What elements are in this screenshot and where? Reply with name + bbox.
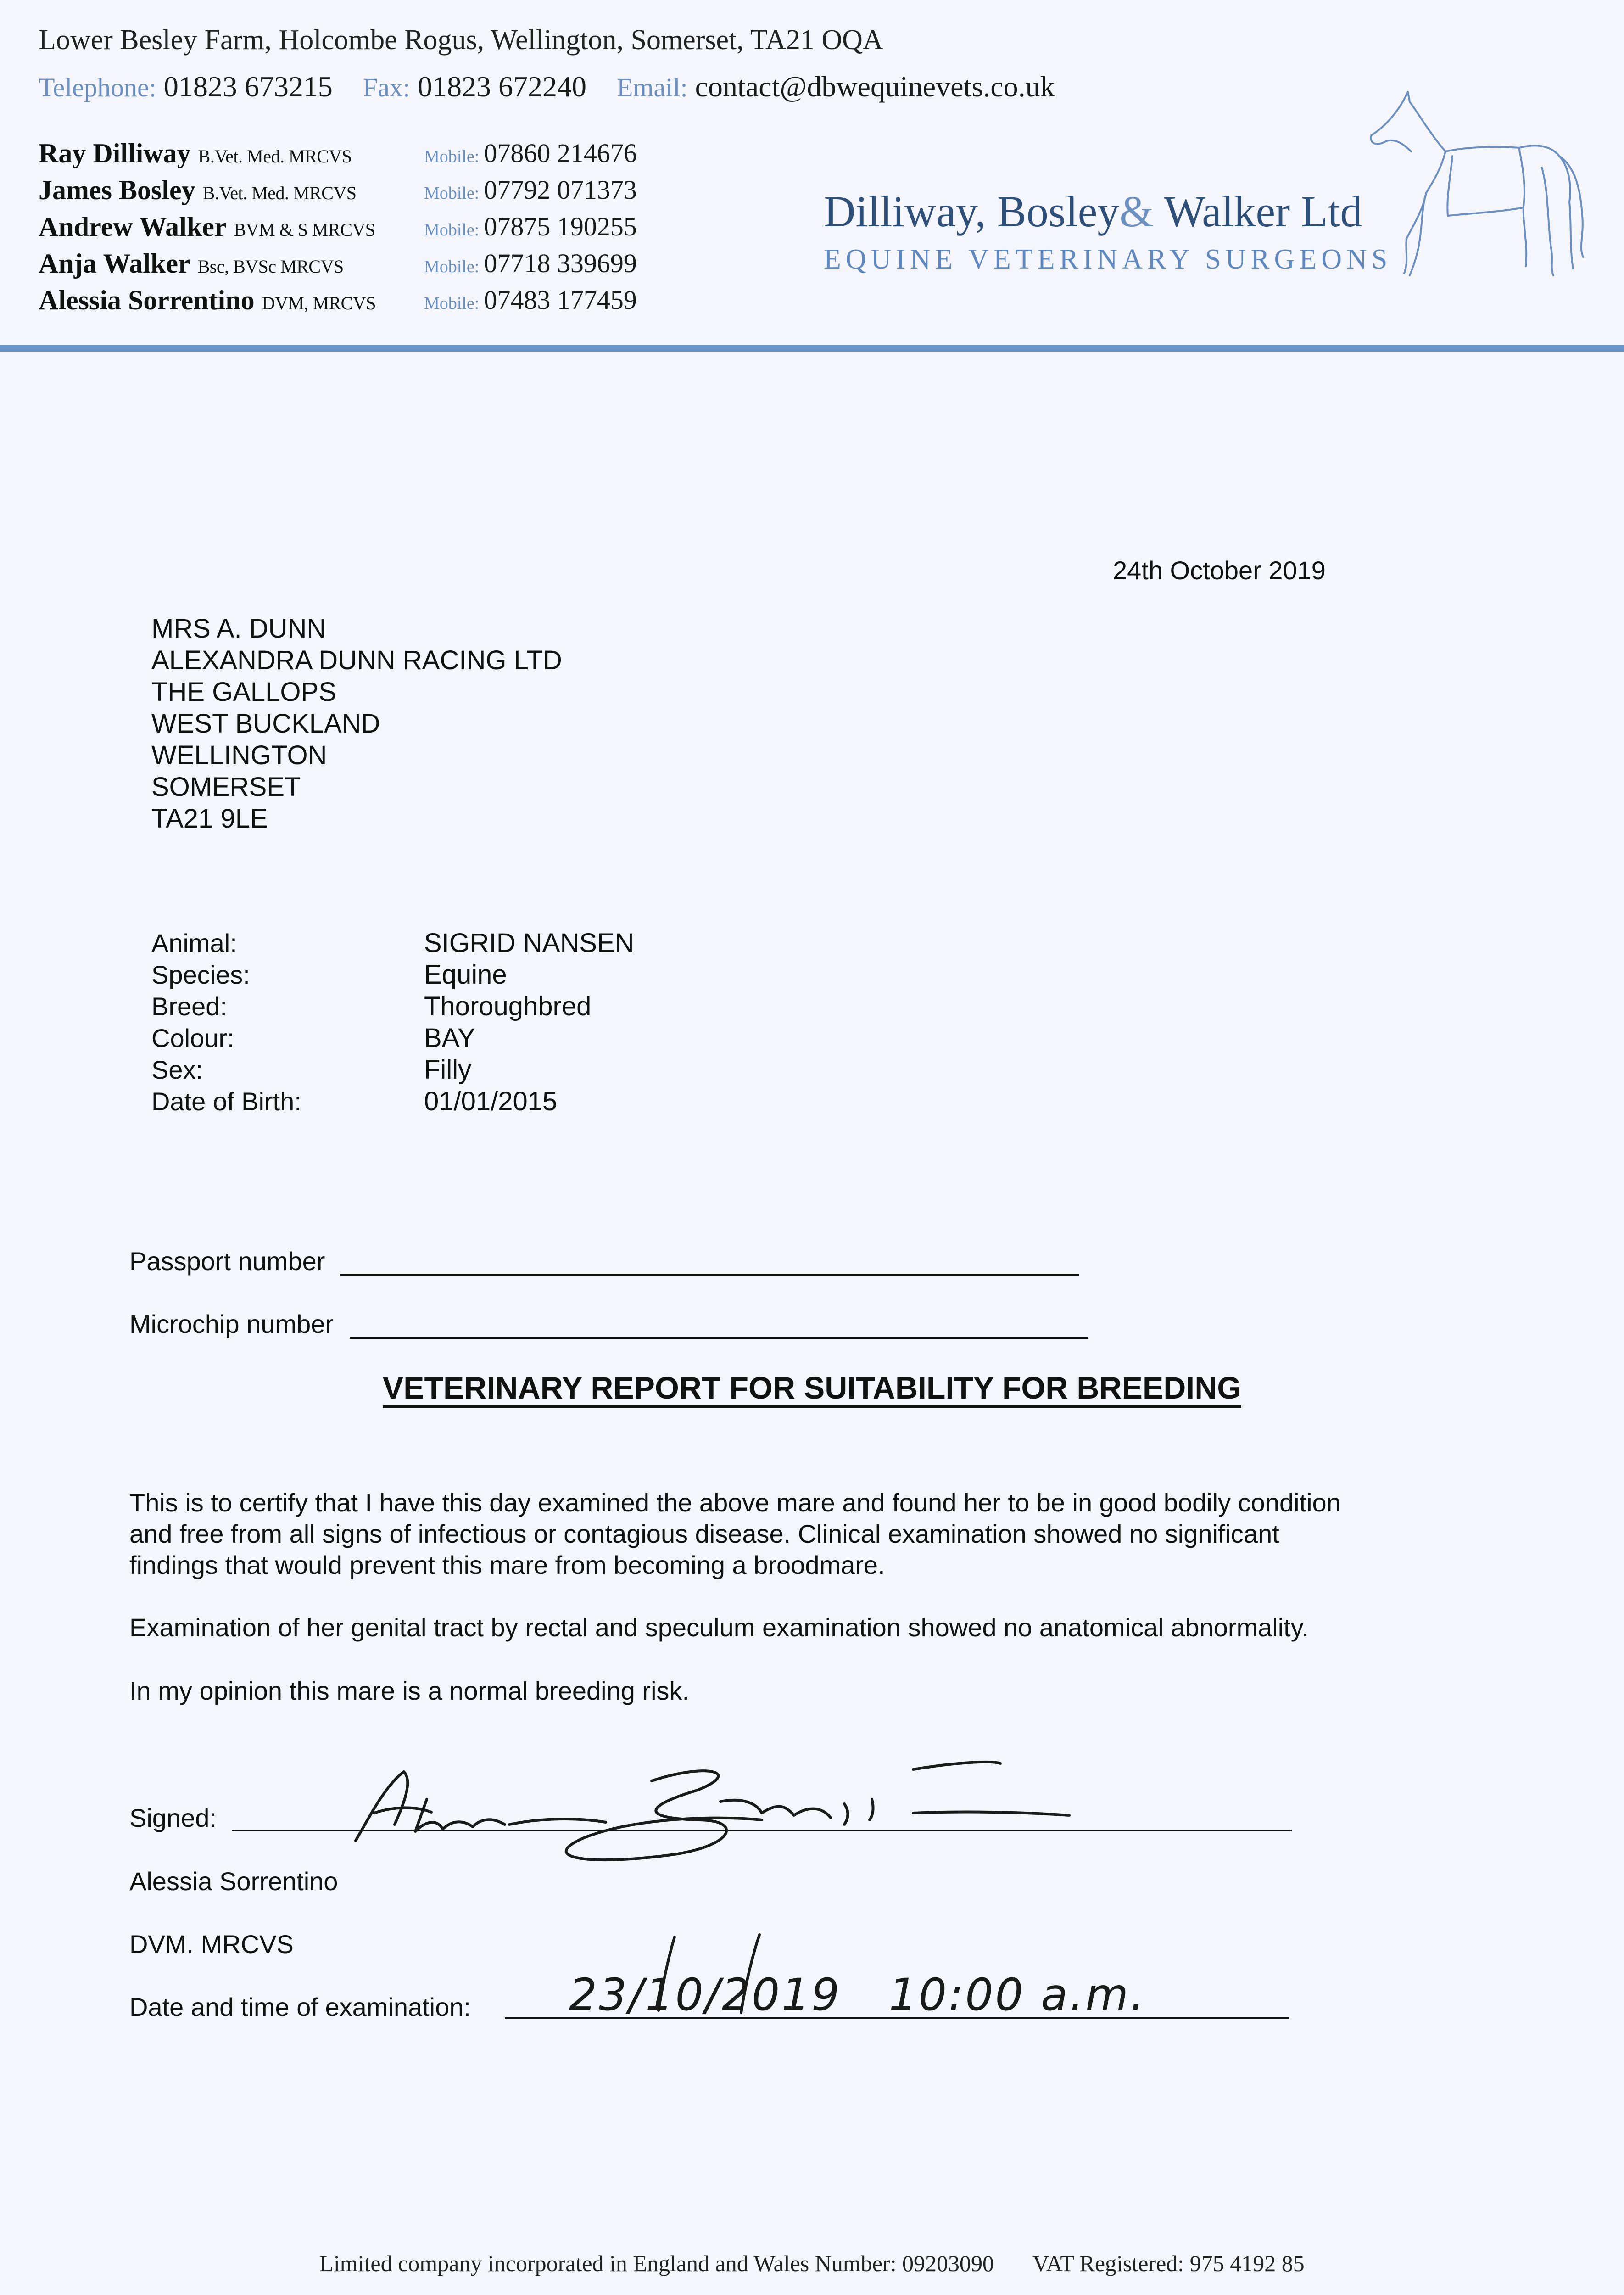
recipient-line: WELLINGTON [151, 740, 327, 770]
recipient-line: TA21 9LE [151, 804, 268, 834]
exam-date-label: Date and time of examination: [129, 1993, 471, 2021]
examination-paragraph: Examination of her genital tract by rectal and speculum examination showed no anatomical abnormality. [129, 1613, 1309, 1642]
company-subtitle: EQUINE VETERINARY SURGEONS [824, 244, 1392, 275]
animal-detail-value: Thoroughbred [424, 991, 592, 1021]
passport-label: Passport number [129, 1247, 325, 1276]
telephone-number: 01823 673215 [163, 70, 333, 103]
signature-line [232, 1830, 1292, 1831]
vet-qualification: Bsc, BVSc MRCVS [197, 256, 344, 277]
animal-detail-value: Equine [424, 960, 507, 990]
email-label: Email: [616, 73, 688, 102]
animal-detail-label: Sex: [151, 1055, 203, 1084]
certification-paragraph: This is to certify that I have this day examined the above mare and found her to be in good bodily condition and free from all signs of infectious or contagious disease. Clinical examination showed no significant findings that would prevent this mare from becoming a broodmare. [129, 1488, 1341, 1579]
vet-name: Andrew Walker BVM & S MRCVS [39, 212, 375, 242]
animal-detail-label: Animal: [151, 929, 237, 957]
vet-qualification: DVM, MRCVS [262, 293, 376, 313]
vet-row [39, 285, 704, 321]
recipient-line: WEST BUCKLAND [151, 709, 380, 739]
microchip-number-field[interactable] [350, 1318, 1088, 1339]
company-registration: Limited company incorporated in England and Wales Number: 09203090 [319, 2250, 994, 2276]
animal-detail-value: 01/01/2015 [424, 1086, 558, 1116]
vet-mobile: Mobile: 07483 177459 [424, 285, 637, 315]
vat-registration: VAT Registered: 975 4192 85 [1032, 2250, 1305, 2276]
animal-detail-value: Filly [424, 1055, 472, 1085]
animal-detail-label: Date of Birth: [151, 1087, 301, 1116]
fax-number: 01823 672240 [417, 70, 586, 103]
vet-row [39, 138, 704, 174]
signatory-name: Alessia Sorrentino [129, 1867, 338, 1896]
contact-line [39, 70, 1078, 104]
signed-label: Signed: [129, 1803, 217, 1832]
animal-detail-row [151, 1022, 840, 1054]
recipient-line: THE GALLOPS [151, 677, 336, 707]
vet-name: James Bosley B.Vet. Med. MRCVS [39, 175, 357, 205]
animal-detail-label: Species: [151, 960, 250, 989]
animal-detail-label: Breed: [151, 992, 227, 1021]
vet-mobile: Mobile: 07718 339699 [424, 248, 637, 278]
animal-detail-value: BAY [424, 1023, 475, 1053]
vet-qualification: BVM & S MRCVS [234, 219, 375, 240]
fax-label: Fax: [363, 73, 410, 102]
vet-name: Ray Dilliway B.Vet. Med. MRCVS [39, 138, 352, 168]
microchip-label: Microchip number [129, 1310, 334, 1338]
email-address: contact@dbwequinevets.co.uk [695, 70, 1055, 103]
vet-qualification: B.Vet. Med. MRCVS [202, 183, 357, 203]
vet-mobile: Mobile: 07875 190255 [424, 212, 637, 241]
animal-detail-label: Colour: [151, 1024, 234, 1052]
vet-qualification: B.Vet. Med. MRCVS [198, 146, 352, 167]
vet-mobile: Mobile: 07860 214676 [424, 138, 637, 168]
recipient-line: SOMERSET [151, 772, 301, 802]
animal-detail-value: SIGRID NANSEN [424, 928, 634, 958]
vet-name: Anja Walker Bsc, BVSc MRCVS [39, 248, 344, 279]
animal-detail-row [151, 927, 840, 959]
opinion-paragraph: In my opinion this mare is a normal breeding risk. [129, 1676, 690, 1705]
telephone-label: Telephone: [39, 73, 156, 102]
practice-address: Lower Besley Farm, Holcombe Rogus, Wellington, Somerset, TA21 OQA [39, 24, 883, 56]
horse-logo-icon [1367, 87, 1588, 280]
passport-number-field[interactable] [340, 1255, 1079, 1276]
header-divider [0, 345, 1624, 352]
vet-row [39, 174, 704, 211]
letter-date: 24th October 2019 [1113, 556, 1326, 585]
company-name: Dilliway, Bosley& Walker Ltd [824, 187, 1362, 236]
animal-detail-row [151, 959, 840, 991]
report-title: VETERINARY REPORT FOR SUITABILITY FOR BREEDING [0, 1370, 1624, 1406]
animal-detail-row [151, 1054, 840, 1086]
recipient-line: ALEXANDRA DUNN RACING LTD [151, 645, 562, 675]
signatory-qualification: DVM. MRCVS [129, 1930, 294, 1959]
vet-row [39, 211, 704, 248]
animal-detail-row [151, 1086, 840, 1117]
footer [0, 2250, 1624, 2277]
vet-name: Alessia Sorrentino DVM, MRCVS [39, 285, 376, 315]
recipient-address [151, 613, 562, 834]
vet-mobile: Mobile: 07792 071373 [424, 175, 637, 205]
vet-row [39, 248, 704, 285]
animal-detail-row [151, 991, 840, 1022]
recipient-line: MRS A. DUNN [151, 614, 326, 644]
exam-date-handwritten: 23/10/2019 10:00 a.m. [569, 1969, 1146, 2021]
